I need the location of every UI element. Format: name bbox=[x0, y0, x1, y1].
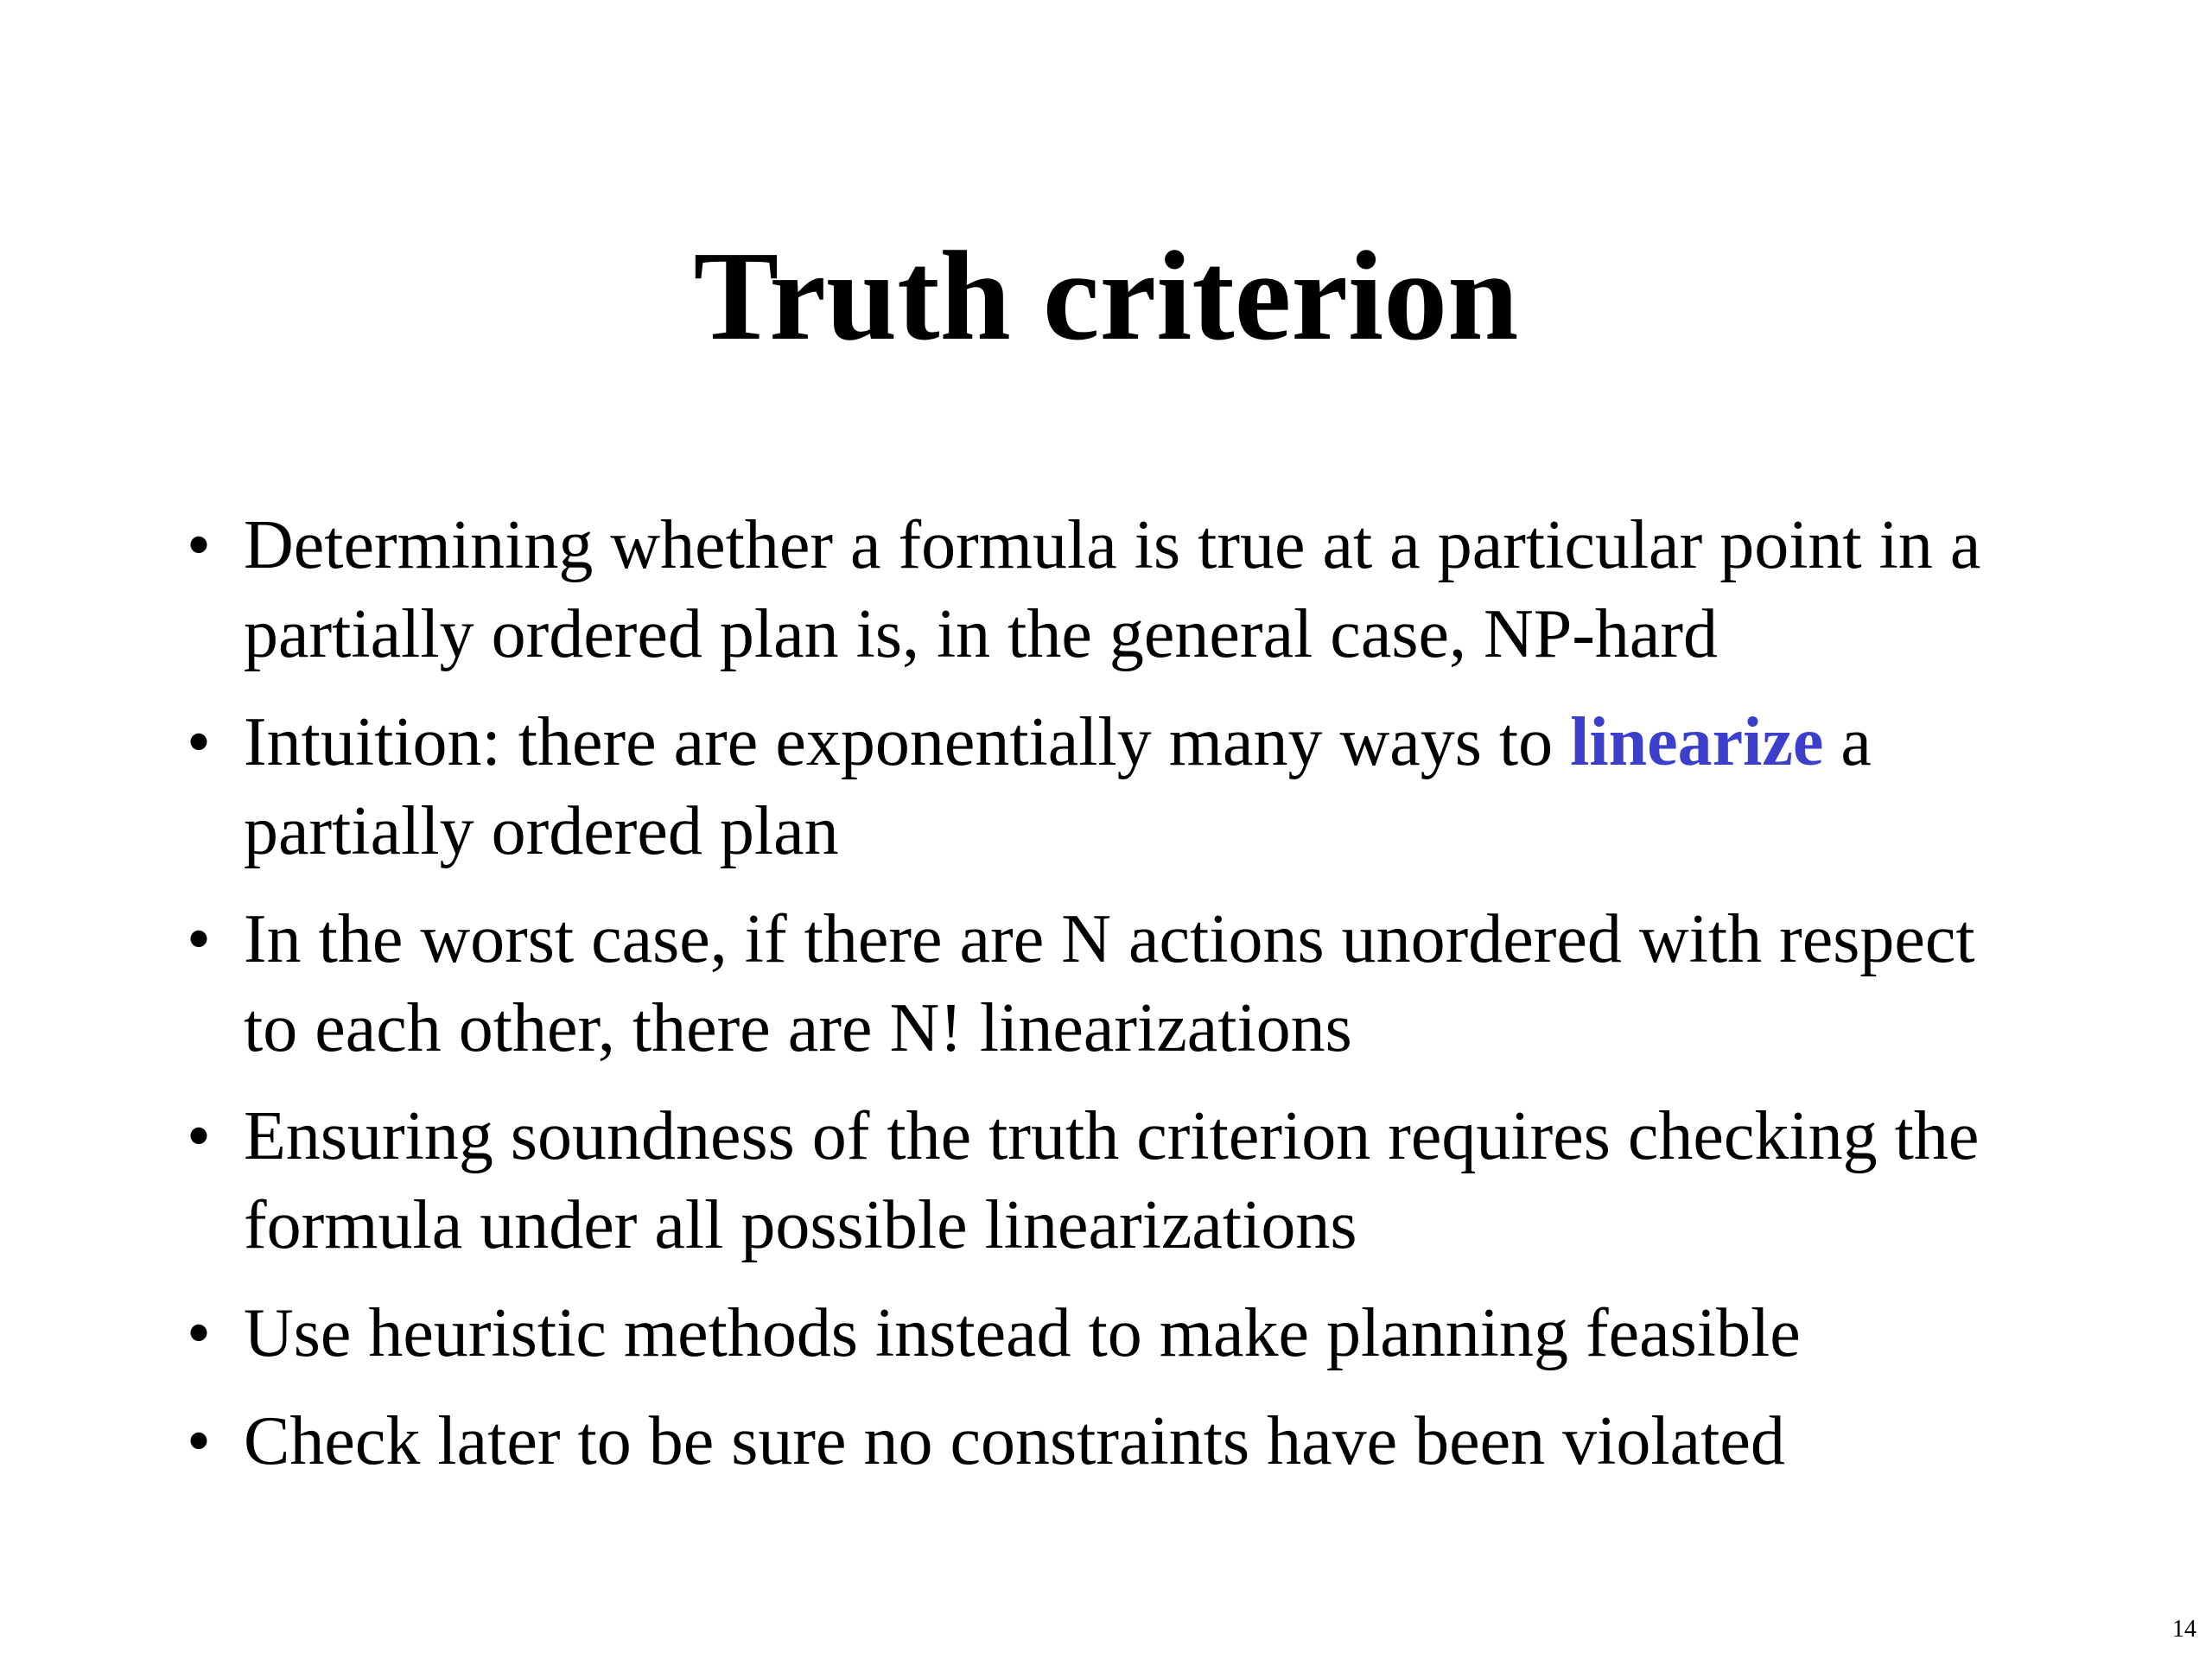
bullet-text: In the worst case, if there are N actions unordered with respect to each other, there are N! linearizations bbox=[244, 901, 1975, 1066]
bullet-item bbox=[181, 501, 2039, 679]
bullet-item bbox=[181, 1397, 2039, 1486]
bullet-text: Check later to be sure no constraints have been violated bbox=[244, 1403, 1785, 1479]
bullet-icon: • bbox=[187, 507, 212, 583]
bullet-icon: • bbox=[187, 1295, 212, 1371]
bullet-item bbox=[181, 698, 2039, 876]
bullet-icon: • bbox=[187, 1098, 212, 1174]
bullet-text: Use heuristic methods instead to make planning feasible bbox=[244, 1295, 1801, 1371]
bullet-text-before: Intuition: there are exponentially many ways to bbox=[244, 704, 1571, 780]
bullet-text: Ensuring soundness of the truth criterion requires checking the formula under all possible linearizations bbox=[244, 1098, 1980, 1263]
bullet-icon: • bbox=[187, 1403, 212, 1479]
bullet-icon: • bbox=[187, 901, 212, 977]
bullet-item bbox=[181, 895, 2039, 1073]
bullet-list bbox=[181, 501, 2039, 1505]
bullet-item bbox=[181, 1289, 2039, 1378]
linearize-highlight: linearize bbox=[1570, 704, 1824, 780]
slide-title: Truth criterion bbox=[693, 226, 1519, 367]
bullet-icon: • bbox=[187, 704, 212, 780]
bullet-item bbox=[181, 1092, 2039, 1270]
bullet-text: Determining whether a formula is true at a particular point in a partially ordered plan is, in the general case, NP-hard bbox=[244, 507, 1981, 672]
page-number: 14 bbox=[2172, 1616, 2196, 1643]
bullet-text-after: a partially ordered plan bbox=[244, 704, 1872, 869]
